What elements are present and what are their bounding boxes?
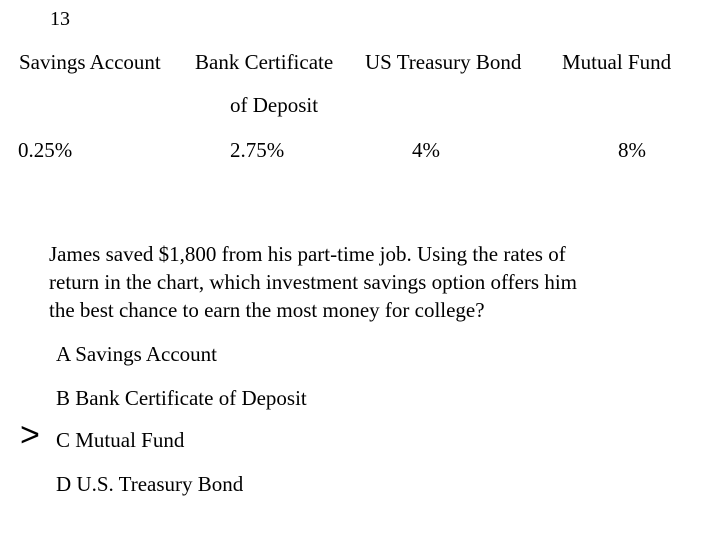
rate-bank-certificate: 2.75% bbox=[230, 138, 285, 162]
option-b[interactable]: B Bank Certificate of Deposit bbox=[56, 386, 307, 410]
question-number: 13 bbox=[50, 8, 70, 30]
header-us-treasury-bond: US Treasury Bond bbox=[365, 50, 522, 74]
question-text bbox=[49, 240, 689, 324]
option-d[interactable]: D U.S. Treasury Bond bbox=[56, 472, 244, 496]
header-bank-certificate: Bank Certificate bbox=[195, 50, 334, 74]
option-a[interactable]: A Savings Account bbox=[56, 342, 217, 366]
rate-savings-account: 0.25% bbox=[18, 138, 73, 162]
answer-marker-icon: > bbox=[20, 416, 40, 454]
question-line: return in the chart, which investment savings option offers him bbox=[49, 270, 578, 294]
header-mutual-fund: Mutual Fund bbox=[562, 50, 672, 74]
question-line: the best chance to earn the most money for college? bbox=[49, 298, 485, 322]
rate-mutual-fund: 8% bbox=[618, 138, 646, 162]
option-c[interactable]: C Mutual Fund bbox=[56, 428, 185, 452]
header-savings-account: Savings Account bbox=[19, 50, 161, 74]
question-line: James saved $1,800 from his part-time job. Using the rates of bbox=[49, 242, 566, 266]
rate-us-treasury-bond: 4% bbox=[412, 138, 440, 162]
header-bank-certificate-continuation: of Deposit bbox=[230, 93, 319, 117]
